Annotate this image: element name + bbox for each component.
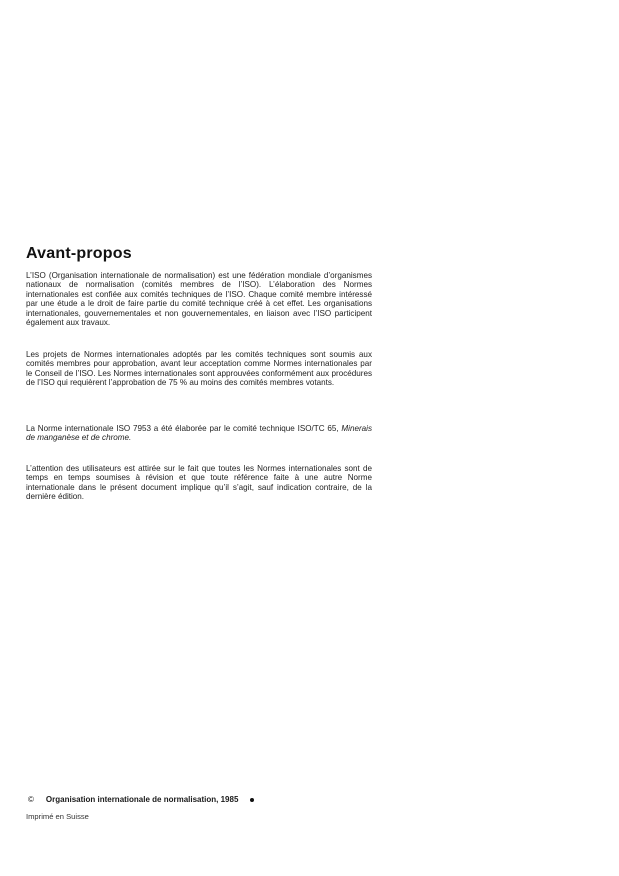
paragraph-iso-description: [26, 271, 372, 327]
paragraph-technical-committee: [26, 424, 372, 443]
paragraph-main-text: La Norme internationale ISO 7953 a été élaborée par le comité technique ISO/TC 65,: [26, 424, 342, 433]
committee-title: Minerais de manganèse et de chrome.: [26, 424, 372, 443]
bullet-dot-icon: [250, 798, 254, 802]
paragraph-approval-procedure: [26, 350, 372, 388]
paragraph-text: [26, 424, 372, 443]
paragraph-text: Les projets de Normes internationales adoptés par les comités techniques sont soumis aux comités membres pour approbation, avant leur acceptation comme Normes internationales par le Conseil de l’ISO. Les Normes internationales sont approuvées conformément aux procédures de l’ISO qui requièrent l’approbation de 75 % au moins des comités membres votants.: [26, 350, 372, 388]
paragraph-revision-notice: [26, 464, 372, 502]
copyright-line: [28, 795, 254, 804]
paragraph-text: L’attention des utilisateurs est attirée sur le fait que toutes les Normes internationales sont de temps en temps soumises à révision et que toute référence faite à une autre Norme internationale dans le présent document implique qu’il s’agit, sauf indication contraire, de la dernière édition.: [26, 464, 372, 502]
print-location: Imprimé en Suisse: [26, 812, 89, 821]
paragraph-text: L’ISO (Organisation internationale de normalisation) est une fédération mondiale d’organismes nationaux de normalisation (comités membres de l’ISO). L’élaboration des Normes internationales est confiée aux comités techniques de l’ISO. Chaque comité membre intéressé par une étude a le droit de faire partie du comité technique créé à cet effet. Les organisations internationales, gouvernementales et non gouvernementales, en liaison avec l’ISO participent également aux travaux.: [26, 271, 372, 328]
page-title: Avant-propos: [26, 245, 132, 262]
copyright-icon: ©: [28, 795, 34, 804]
copyright-text: Organisation internationale de normalisation, 1985: [45, 795, 239, 804]
